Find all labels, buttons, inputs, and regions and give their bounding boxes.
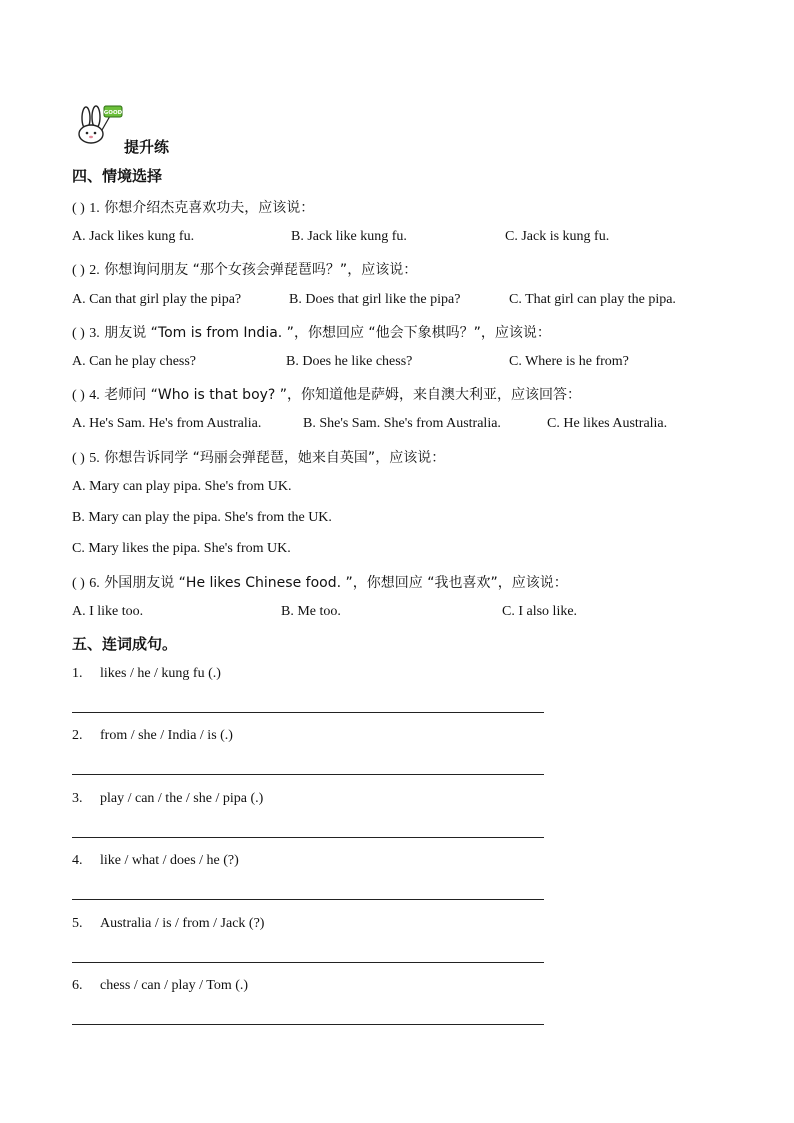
question-prompt: 朋友说 “Tom is from India. ”，你想回应 “他会下象棋吗？”，应该说： xyxy=(104,325,551,341)
answer-blank[interactable]: ( ) xyxy=(72,576,85,591)
option-a: A. I like too. xyxy=(72,604,144,619)
option-b: B. Does that girl like the pipa? xyxy=(289,292,461,307)
question-5 xyxy=(72,447,445,467)
answer-blank[interactable]: ( ) xyxy=(72,201,85,216)
item-2-words: from / she / India / is (.) xyxy=(100,728,233,743)
section4-heading: 四、情境选择 xyxy=(72,167,163,185)
option-b: B. Mary can play the pipa. She's from the UK. xyxy=(72,510,332,525)
answer-line[interactable] xyxy=(72,712,544,713)
question-number: 5. xyxy=(89,451,100,466)
answer-blank[interactable]: ( ) xyxy=(72,326,85,341)
option-a: A. He's Sam. He's from Australia. xyxy=(72,416,262,431)
option-c: C. He likes Australia. xyxy=(547,416,668,431)
question-1 xyxy=(72,197,314,217)
item-1-number: 1. xyxy=(72,666,83,681)
question-number: 2. xyxy=(89,263,100,278)
item-6-number: 6. xyxy=(72,978,83,993)
question-6 xyxy=(72,572,568,592)
option-c: C. Mary likes the pipa. She's from UK. xyxy=(72,541,291,556)
question-prompt: 你想介绍杰克喜欢功夫，应该说： xyxy=(104,200,315,216)
practice-title: 提升练 xyxy=(124,138,170,156)
item-3-number: 3. xyxy=(72,791,83,806)
answer-line[interactable] xyxy=(72,837,544,838)
answer-blank[interactable]: ( ) xyxy=(72,263,85,278)
question-2 xyxy=(72,259,417,279)
option-b: B. She's Sam. She's from Australia. xyxy=(303,416,501,431)
option-c: C. Where is he from? xyxy=(509,354,629,369)
answer-blank[interactable]: ( ) xyxy=(72,451,85,466)
bunny-logo xyxy=(74,104,126,146)
question-number: 1. xyxy=(89,201,100,216)
option-a: A. Can that girl play the pipa? xyxy=(72,292,242,307)
option-c: C. I also like. xyxy=(502,604,578,619)
section5-heading: 五、连词成句。 xyxy=(72,635,178,653)
option-a: A. Mary can play pipa. She's from UK. xyxy=(72,479,292,494)
question-3 xyxy=(72,322,551,342)
item-6-words: chess / can / play / Tom (.) xyxy=(100,978,249,993)
answer-line[interactable] xyxy=(72,962,544,963)
answer-line[interactable] xyxy=(72,774,544,775)
question-number: 4. xyxy=(89,388,100,403)
item-4-words: like / what / does / he (?) xyxy=(100,853,239,868)
badge-text: GOOD xyxy=(103,110,123,116)
option-a: A. Jack likes kung fu. xyxy=(72,229,195,244)
question-number: 3. xyxy=(89,326,100,341)
question-number: 6. xyxy=(89,576,100,591)
item-2-number: 2. xyxy=(72,728,83,743)
option-b: B. Me too. xyxy=(281,604,341,619)
question-prompt: 外国朋友说 “He likes Chinese food. ”，你想回应 “我也喜欢”，应该说： xyxy=(104,575,568,591)
question-prompt: 你想询问朋友 “那个女孩会弹琵琶吗？”，应该说： xyxy=(104,262,418,278)
question-prompt: 你想告诉同学 “玛丽会弹琵琶，她来自英国”，应该说： xyxy=(104,450,446,466)
item-4-number: 4. xyxy=(72,853,83,868)
answer-line[interactable] xyxy=(72,1024,544,1025)
item-3-words: play / can / the / she / pipa (.) xyxy=(100,791,264,806)
item-1-words: likes / he / kung fu (.) xyxy=(100,666,221,681)
item-5-number: 5. xyxy=(72,916,83,931)
option-b: B. Jack like kung fu. xyxy=(291,229,407,244)
option-c: C. Jack is kung fu. xyxy=(505,229,610,244)
answer-line[interactable] xyxy=(72,899,544,900)
question-4 xyxy=(72,384,581,404)
item-5-words: Australia / is / from / Jack (?) xyxy=(100,916,265,931)
question-prompt: 老师问 “Who is that boy? ”，你知道他是萨姆，来自澳大利亚，应该回答： xyxy=(104,387,582,403)
option-c: C. That girl can play the pipa. xyxy=(509,292,676,307)
option-b: B. Does he like chess? xyxy=(286,354,413,369)
option-a: A. Can he play chess? xyxy=(72,354,197,369)
answer-blank[interactable]: ( ) xyxy=(72,388,85,403)
